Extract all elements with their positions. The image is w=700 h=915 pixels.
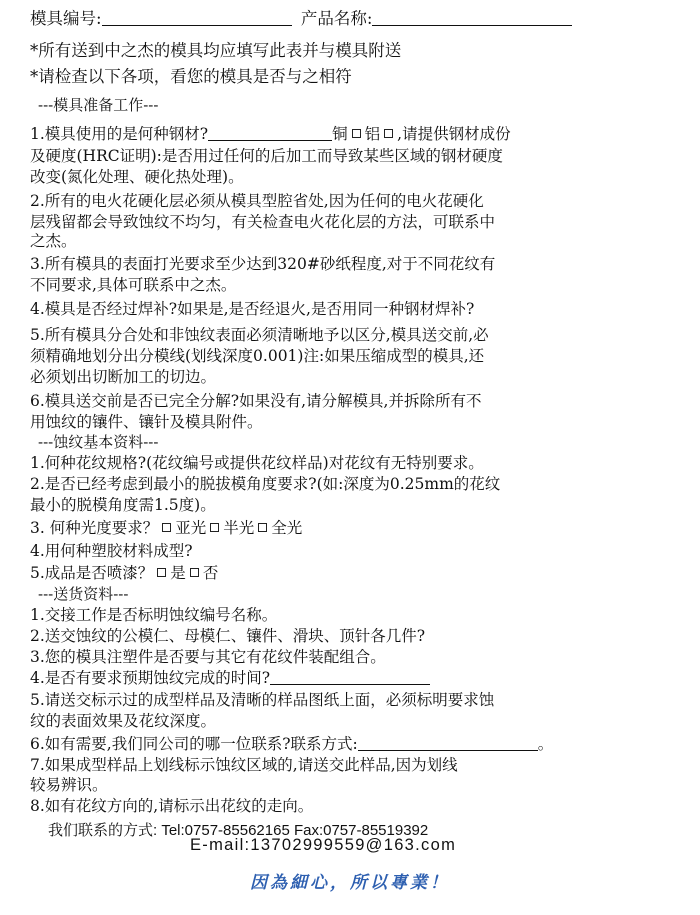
texture-section-title: ---蚀纹基本资料---	[38, 433, 159, 451]
prep-q4: 4.模具是否经过焊补?如果是,是否经退火,是否用同一种钢材焊补?	[30, 300, 475, 318]
texture-q3-row	[30, 518, 302, 539]
prep-q5-line2: 须精确地划分出分模线(划线深度0.001)注:如果压缩成型的模具,还	[30, 347, 485, 365]
slogan: 因為細心，所以專業！	[250, 873, 450, 893]
delivery-q6-row	[30, 734, 553, 755]
delivery-q5-line1: 5.请送交标示过的成型样品及清晰的样品图纸上面，必须标明要求蚀	[30, 691, 495, 709]
steel-type-field[interactable]	[208, 125, 332, 141]
delivery-q7-line1: 7.如果成型样品上划线标示蚀纹区域的,请送交此样品,因为划线	[30, 756, 458, 774]
texture-q5-label: 5.成品是否喷漆？	[30, 564, 154, 582]
paint-yes-checkbox[interactable]	[157, 568, 166, 577]
semi-gloss-checkbox[interactable]	[210, 523, 219, 532]
delivery-q5-line2: 纹的表面效果及花纹深度。	[30, 712, 217, 730]
prep-q2-line1: 2.所有的电火花硬化层必须从模具型腔省处,因为任何的电火花硬化	[30, 192, 484, 210]
mold-no-label: 模具编号:	[30, 9, 102, 28]
full-gloss-label: 全光	[271, 519, 303, 537]
texture-q1: 1.何种花纹规格?(花纹编号或提供花纹样品)对花纹有无特别要求。	[30, 454, 484, 472]
prep-q1-tail: ,请提供钢材成份	[397, 125, 511, 143]
prep-q3-line2: 不同要求,具体可联系中之杰。	[30, 276, 237, 294]
prep-q6-line2: 用蚀纹的镶件、镶针及模具附件。	[30, 413, 263, 431]
prep-q2-line2: 层残留都会导致蚀纹不均匀，有关检查电火花化层的方法，可联系中	[30, 213, 496, 231]
prep-q6-line1: 6.模具送交前是否已完全分解?如果没有,请分解模具,并拆除所有不	[30, 392, 482, 410]
mold-no-field[interactable]	[102, 10, 292, 26]
prep-q1-row	[30, 124, 511, 145]
delivery-q6-end: 。	[537, 735, 554, 753]
aluminum-checkbox[interactable]	[384, 129, 393, 138]
paint-no-label: 否	[202, 564, 219, 582]
contact-email: E-mail:13702999559@163.com	[190, 836, 457, 854]
prep-section-title: ---模具准备工作---	[38, 96, 159, 114]
matte-checkbox[interactable]	[162, 523, 171, 532]
paint-no-checkbox[interactable]	[190, 568, 199, 577]
delivery-q4-text: 4.是否有要求预期蚀纹完成的时间?	[30, 669, 271, 687]
prep-q1-line3: 改变(氮化处理、硬化热处理)。	[30, 168, 244, 186]
delivery-section-title: ---送货资料---	[38, 585, 129, 603]
delivery-q1: 1.交接工作是否标明蚀纹编号名称。	[30, 606, 278, 624]
contact-method-field[interactable]	[358, 735, 538, 751]
full-gloss-checkbox[interactable]	[258, 523, 267, 532]
texture-q4: 4.用何种塑胶材料成型?	[30, 542, 193, 560]
product-name-field[interactable]	[372, 10, 572, 26]
semi-gloss-label: 半光	[223, 519, 255, 537]
prep-q5-line3: 必须划出切断加工的切边。	[30, 368, 217, 386]
copper-label: 铜	[332, 125, 348, 143]
aluminum-label: 铝	[364, 125, 381, 143]
delivery-q6-text: 6.如有需要,我们同公司的哪一位联系?联系方式:	[30, 735, 358, 753]
delivery-q2: 2.送交蚀纹的公模仁、母模仁、镶件、滑块、顶针各几件?	[30, 627, 426, 645]
texture-q3-label: 3. 何种光度要求？	[30, 519, 159, 537]
note-1: *所有送到中之杰的模具均应填写此表并与模具附送	[30, 41, 402, 60]
matte-label: 亚光	[175, 519, 207, 537]
delivery-q4-row	[30, 668, 430, 689]
prep-q3-line1: 3.所有模具的表面打光要求至少达到320#砂纸程度,对于不同花纹有	[30, 255, 496, 273]
contact-line: 我们联系的方式: Tel:0757-85562165 Fax:0757-85519392	[48, 822, 429, 839]
prep-q2-line3: 之杰。	[30, 232, 77, 250]
paint-yes-label: 是	[170, 564, 186, 582]
prep-q5-line1: 5.所有模具分合处和非蚀纹表面必须清晰地予以区分,模具送交前,必	[30, 326, 489, 344]
prep-q1-line2: 及硬度(HRC证明):是否用过任何的后加工而导致某些区域的钢材硬度	[30, 147, 503, 165]
header-row	[30, 8, 572, 29]
delivery-q7-line2: 较易辨识。	[30, 776, 108, 794]
texture-q5-row	[30, 563, 218, 584]
texture-q2-line2: 最小的脱模角度需1.5度)。	[30, 496, 216, 514]
completion-time-field[interactable]	[270, 669, 430, 685]
delivery-q8: 8.如有花纹方向的,请标示出花纹的走向。	[30, 797, 314, 815]
prep-q1-text: 1.模具使用的是何种钢材?	[30, 125, 209, 143]
delivery-q3: 3.您的模具注塑件是否要与其它有花纹件装配组合。	[30, 648, 386, 666]
note-2: *请检查以下各项，看您的模具是否与之相符	[30, 67, 352, 86]
copper-checkbox[interactable]	[352, 129, 361, 138]
product-name-label: 产品名称:	[300, 9, 373, 28]
texture-q2-line1: 2.是否已经考虑到最小的脱拔模角度要求?(如:深度为0.25mm的花纹	[30, 475, 501, 493]
